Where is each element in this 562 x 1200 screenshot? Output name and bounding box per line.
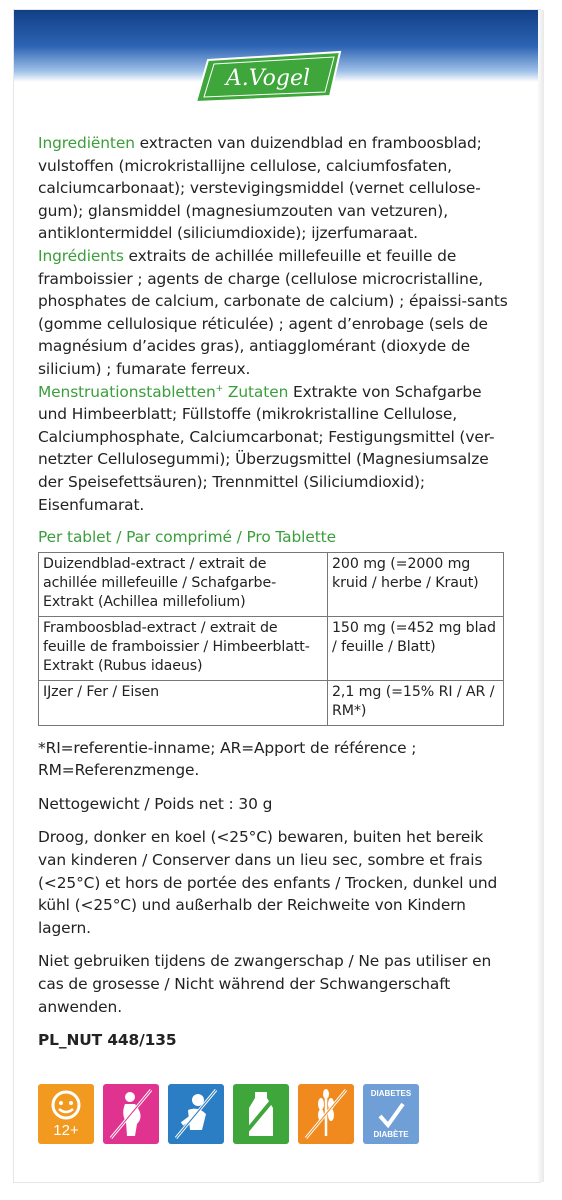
- storage-instructions: Droog, donker en koel (<25°C) bewaren, buiten het bereik van kinderen / Conserver dans un lieu sec, sombre et frais (<25°C) et hors de portée des enfants / Trocken, dunkel und kühl (<25°C) und außerhalb der Reichweite von Kindern lagern.: [38, 828, 498, 937]
- table-cell-amount: 150 mg (=452 mg blad / feuille / Blatt): [328, 616, 504, 680]
- age-label: 12+: [53, 1122, 79, 1139]
- age-12-plus-icon: [38, 1084, 94, 1144]
- ingredients-nl: [38, 132, 508, 245]
- diabetes-top-label: DIABETES: [370, 1089, 412, 1098]
- table-row: [39, 680, 504, 725]
- product-code: PL_NUT 448/135: [38, 1031, 177, 1050]
- footer-notes: [38, 737, 508, 1052]
- table-row: [39, 616, 504, 680]
- ingredients-de-label: Menstruationstabletten: [38, 382, 216, 401]
- table-title: Per tablet / Par comprimé / Pro Tablette: [38, 528, 336, 547]
- footnote: *RI=referentie-inname; AR=Apport de référence ; RM=Referenzmenge.: [38, 738, 417, 780]
- nutrition-table: [38, 552, 504, 726]
- net-weight: Nettogewicht / Poids net : 30 g: [38, 794, 273, 813]
- pictogram-row: [38, 1084, 508, 1146]
- lactose-free-icon: [233, 1084, 289, 1144]
- brand-logo: [194, 50, 342, 104]
- table-cell-amount: 2,1 mg (=15% RI / AR / RM*): [328, 680, 504, 725]
- label-content: [38, 132, 508, 1052]
- gluten-free-icon: [298, 1084, 354, 1144]
- no-pregnancy-icon: [103, 1084, 159, 1144]
- table-cell-amount: 200 mg (=2000 mg kruid / herbe / Kraut): [328, 552, 504, 616]
- table-cell-name: Duizendblad-extract / extrait de achillée millefeuille / Schafgarbe-Extrakt (Achillea millefolium): [39, 552, 328, 616]
- table-row: [39, 552, 504, 616]
- ingredients-fr-label: Ingrédients: [38, 246, 124, 265]
- ingredients-nl-text: extracten van duizendblad en framboosblad; vulstoffen (microkristallijne cellulose, calciumfosfaten, calciumcarbonaat); verstevigingsmiddel (vernet cellulose-gum); glansmiddel (magnesiumzouten van vetzuren), antiklontermiddel (siliciumdioxide); ijzerfumaraat.: [38, 134, 482, 243]
- no-children-icon: [168, 1084, 224, 1144]
- ingredients-de-label2: Zutaten: [223, 382, 289, 401]
- ingredients-nl-label: Ingrediënten: [38, 134, 135, 152]
- diabetes-suitable-icon: [363, 1084, 419, 1144]
- table-cell-name: IJzer / Fer / Eisen: [39, 680, 328, 725]
- logo-text: A.Vogel: [225, 66, 311, 91]
- ingredients-de: [38, 381, 508, 517]
- table-cell-name: Framboosblad-extract / extrait de feuille de framboissier / Himbeerblatt-Extrakt (Rubus idaeus): [39, 616, 328, 680]
- ingredients-fr: [38, 245, 508, 381]
- pregnancy-warning: Niet gebruiken tijdens de zwangerschap / Ne pas utiliser en cas de grosesse / Nicht während der Schwangerschaft anwenden.: [38, 952, 492, 1016]
- diabetes-bottom-label: DIABÈTE: [373, 1130, 409, 1139]
- panel-edge-shadow: [538, 10, 544, 1182]
- ingredients-de-text: Extrakte von Schafgarbe und Himbeerblatt; Füllstoffe (mikrokristalline Cellulose, Calciumphosphate, Calciumcarbonat; Festigungsmittel (ver-netzter Cellulosegummi); Überzugsmittel (Magnesiumsalze der Speisefettsäuren); Trennmittel (Siliciumdioxid); Eisenfumarat.: [38, 382, 495, 514]
- ingredients-de-sup: +: [215, 383, 224, 394]
- ingredients-fr-text: extraits de achillée millefeuille et feuille de framboissier ; agents de charge (cellulose microcristalline, phosphates de calcium, carbonate de calcium) ; épaissi-sants (gomme cellulosique réticulée) ; agent d’enrobage (sels de magnésium d’acides gras), antiagglomérant (dioxyde de silicium) ; fumarate ferreux.: [38, 246, 508, 378]
